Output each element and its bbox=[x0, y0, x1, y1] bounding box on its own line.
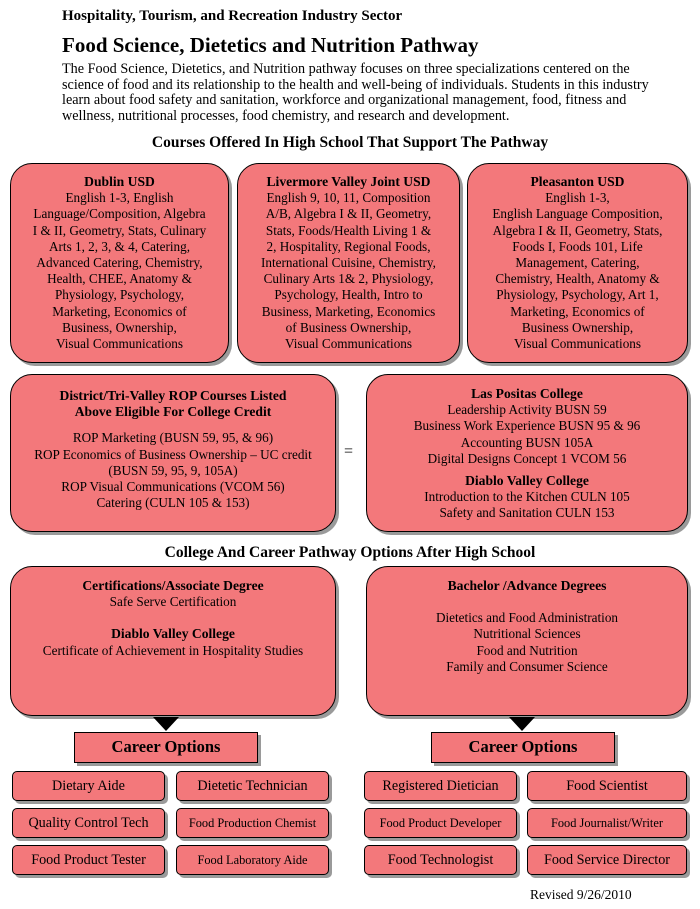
course-line: English 1-3, English bbox=[65, 190, 174, 206]
page-title: Food Science, Dietetics and Nutrition Pathway bbox=[62, 33, 479, 57]
career-item: Food Laboratory Aide bbox=[176, 845, 329, 875]
college-name: Diablo Valley College bbox=[465, 473, 589, 489]
degree-item: Family and Consumer Science bbox=[446, 658, 608, 674]
career-item: Dietetic Technician bbox=[176, 771, 329, 801]
course-line: Business Ownership, bbox=[521, 319, 634, 335]
course-line: English 9, 10, 11, Composition bbox=[266, 190, 431, 206]
career-item: Food Product Tester bbox=[12, 845, 165, 875]
college-name: Diablo Valley College bbox=[111, 626, 235, 642]
career-item: Food Service Director bbox=[527, 845, 687, 875]
career-item: Food Production Chemist bbox=[176, 808, 329, 838]
course-line: Psychology, Health, Intro to bbox=[274, 287, 423, 303]
rop-course: ROP Visual Communications (VCOM 56) bbox=[61, 479, 285, 495]
career-item: Food Journalist/Writer bbox=[527, 808, 687, 838]
district-name: Dublin USD bbox=[84, 174, 155, 189]
course-line: English 1-3, bbox=[545, 190, 610, 206]
certifications-box bbox=[10, 566, 336, 716]
career-item: Food Scientist bbox=[527, 771, 687, 801]
down-arrow-icon bbox=[153, 717, 179, 731]
course-line: Visual Communications bbox=[513, 336, 642, 352]
revised-date: Revised 9/26/2010 bbox=[530, 887, 632, 902]
sector-label: Hospitality, Tourism, and Recreation Industry Sector bbox=[62, 8, 403, 24]
career-item: Registered Dietician bbox=[364, 771, 517, 801]
rop-course: ROP Economics of Business Ownership – UC credit bbox=[34, 446, 312, 462]
intro-paragraph: The Food Science, Dietetics, and Nutrition pathway focuses on three specializations centered on the science of food and its relationship to the health and well-being of individuals. Students in this industry learn about food safety and sanitation, workforce and organizational management, food, fitness and wellness, nutritional processes, food chemistry, and research and development. bbox=[62, 61, 649, 124]
course-line: Language/Composition, Algebra bbox=[33, 206, 206, 222]
course-line: Foods I, Foods 101, Life bbox=[512, 238, 643, 254]
course-line: Arts 1, 2, 3, & 4, Catering, bbox=[48, 238, 191, 254]
course-line: A/B, Algebra I & II, Geometry, bbox=[265, 206, 432, 222]
career-item: Food Technologist bbox=[364, 845, 517, 875]
course-line: Chemistry, Health, Anatomy & bbox=[495, 271, 660, 287]
course-line: Culinary Arts 1& 2, Physiology, bbox=[263, 271, 434, 287]
course-line: I & II, Geometry, Stats, Culinary bbox=[32, 222, 207, 238]
career-item: Dietary Aide bbox=[12, 771, 165, 801]
rop-title: Above Eligible For College Credit bbox=[74, 404, 272, 420]
course-line: Health, CHEE, Anatomy & bbox=[47, 271, 192, 287]
course-line: Business, Marketing, Economics bbox=[261, 303, 436, 319]
course-line: Visual Communications bbox=[284, 336, 413, 352]
college-course: Leadership Activity BUSN 59 bbox=[447, 402, 607, 418]
rop-course: (BUSN 59, 95, 9, 105A) bbox=[108, 462, 238, 478]
course-line: of Business Ownership, bbox=[285, 319, 412, 335]
college-course: Accounting BUSN 105A bbox=[460, 434, 594, 450]
rop-course: ROP Marketing (BUSN 59, 95, & 96) bbox=[72, 430, 274, 446]
district-name: Livermore Valley Joint USD bbox=[266, 174, 431, 189]
college-name: Las Positas College bbox=[471, 386, 583, 401]
course-line: International Cuisine, Chemistry, bbox=[261, 255, 436, 271]
degree-item: Food and Nutrition bbox=[476, 642, 578, 658]
course-line: 2, Hospitality, Regional Foods, bbox=[266, 238, 431, 254]
course-line: Visual Communications bbox=[55, 336, 184, 352]
bachelor-title: Bachelor /Advance Degrees bbox=[447, 578, 607, 593]
career-item: Quality Control Tech bbox=[12, 808, 165, 838]
rop-course: Catering (CULN 105 & 153) bbox=[96, 495, 250, 511]
course-line: Advanced Catering, Chemistry, bbox=[36, 255, 203, 271]
course-line: Physiology, Psychology, Art 1, bbox=[496, 287, 659, 303]
college-course: Safety and Sanitation CULN 153 bbox=[439, 505, 615, 521]
down-arrow-icon bbox=[509, 717, 535, 731]
career-options-label-left: Career Options bbox=[74, 732, 258, 763]
course-line: Marketing, Economics of bbox=[510, 303, 645, 319]
district-box-pleasanton bbox=[467, 163, 688, 363]
career-options-label-right: Career Options bbox=[431, 732, 615, 763]
career-item: Food Product Developer bbox=[364, 808, 517, 838]
course-line: Management, Catering, bbox=[515, 255, 640, 271]
course-line: English Language Composition, bbox=[492, 206, 663, 222]
rop-box bbox=[10, 374, 336, 532]
certifications-title: Certifications/Associate Degree bbox=[82, 578, 264, 593]
degree-item: Dietetics and Food Administration bbox=[435, 610, 619, 626]
equals-sign: = bbox=[344, 443, 354, 460]
course-line: Marketing, Economics of bbox=[52, 303, 187, 319]
college-course: Business Work Experience BUSN 95 & 96 bbox=[413, 418, 641, 434]
course-line: Business, Ownership, bbox=[62, 319, 177, 335]
options-heading: College And Career Pathway Options After High School bbox=[164, 544, 536, 561]
college-course: Digital Designs Concept 1 VCOM 56 bbox=[427, 450, 627, 466]
course-line: Stats, Foods/Health Living 1 & bbox=[265, 222, 432, 238]
degree-item: Nutritional Sciences bbox=[473, 626, 581, 642]
district-box-livermore bbox=[237, 163, 460, 363]
course-line: Algebra I & II, Geometry, Stats, bbox=[492, 222, 663, 238]
certification-item: Safe Serve Certification bbox=[109, 594, 237, 610]
district-box-dublin bbox=[10, 163, 229, 363]
course-line: Physiology, Psychology, bbox=[54, 287, 185, 303]
rop-title: District/Tri-Valley ROP Courses Listed bbox=[59, 388, 287, 403]
certification-item: Certificate of Achievement in Hospitality Studies bbox=[42, 642, 304, 658]
college-course: Introduction to the Kitchen CULN 105 bbox=[424, 489, 630, 505]
district-name: Pleasanton USD bbox=[530, 174, 625, 189]
courses-heading: Courses Offered In High School That Support The Pathway bbox=[151, 134, 549, 151]
colleges-box bbox=[366, 374, 688, 532]
bachelor-box bbox=[366, 566, 688, 716]
